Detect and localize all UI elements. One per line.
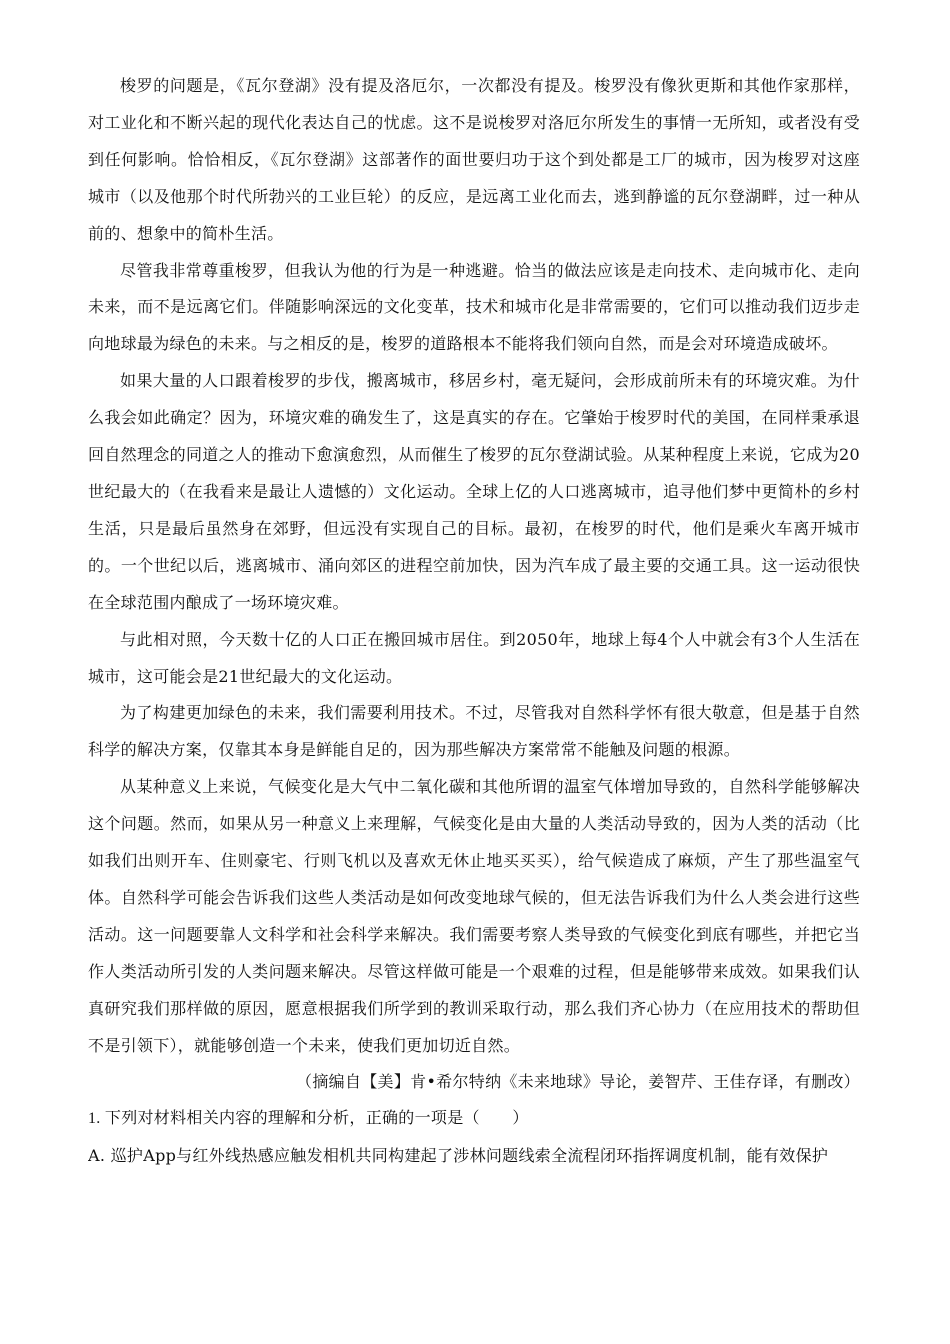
- article-paragraph-3: 如果大量的人口跟着梭罗的步伐，搬离城市，移居乡村，毫无疑问，会形成前所未有的环境灾难。为什么我会如此确定？因为，环境灾难的确发生了，这是真实的存在。它肇始于梭罗时代的美国，在同样秉承退回自然理念的同道之人的推动下愈演愈烈，从而催生了梭罗的瓦尔登湖试验。从某种程度上来说，它成为20世纪最大的（在我看来是最让人遗憾的）文化运动。全球上亿的人口逃离城市，追寻他们梦中更简朴的乡村生活，只是最后虽然身在郊野，但远没有实现自己的目标。最初，在梭罗的时代，他们是乘火车离开城市的。一个世纪以后，逃离城市、涌向郊区的进程空前加快，因为汽车成了最主要的交通工具。这一运动很快在全球范围内酿成了一场环境灾难。: [88, 371, 860, 612]
- article-paragraph-2: 尽管我非常尊重梭罗，但我认为他的行为是一种逃避。恰当的做法应该是走向技术、走向城市化、走向未来，而不是远离它们。伴随影响深远的文化变革，技术和城市化是非常需要的，它们可以推动我们迈步走向地球最为绿色的未来。与之相反的是，梭罗的道路根本不能将我们领向自然，而是会对环境造成破坏。: [88, 260, 860, 354]
- document-page: [88, 68, 860, 1175]
- article-paragraph-5: 为了构建更加绿色的未来，我们需要利用技术。不过，尽管我对自然科学怀有很大敬意，但是基于自然科学的解决方案，仅靠其本身是鲜能自足的，因为那些解决方案常常不能触及问题的根源。: [88, 703, 860, 760]
- article-paragraph-1: 梭罗的问题是，《瓦尔登湖》没有提及洛厄尔，一次都没有提及。梭罗没有像狄更斯和其他作家那样，对工业化和不断兴起的现代化表达自己的忧虑。这不是说梭罗对洛厄尔所发生的事情一无所知，或者没有受到任何影响。恰恰相反，《瓦尔登湖》这部著作的面世要归功于这个到处都是工厂的城市，因为梭罗对这座城市（以及他那个时代所勃兴的工业巨轮）的反应，是远离工业化而去，逃到静谧的瓦尔登湖畔，过一种从前的、想象中的简朴生活。: [88, 76, 860, 243]
- question-stem: 1. 下列对材料相关内容的理解和分析，正确的一项是（ ）: [88, 1110, 529, 1128]
- article-paragraph-4: 与此相对照，今天数十亿的人口正在搬回城市居住。到2050年，地球上每4个人中就会有3个人生活在城市，这可能会是21世纪最大的文化运动。: [88, 629, 860, 686]
- article-paragraph-6: 从某种意义上来说，气候变化是大气中二氧化碳和其他所谓的温室气体增加导致的，自然科学能够解决这个问题。然而，如果从另一种意义上来理解，气候变化是由大量的人类活动导致的，因为人类的活动（比如我们出则开车、住则豪宅、行则飞机以及喜欢无休止地买买买），给气候造成了麻烦，产生了那些温室气体。自然科学可能会告诉我们这些人类活动是如何改变地球气候的，但无法告诉我们为什么人类会进行这些活动。这一问题要靠人文科学和社会科学来解决。我们需要考察人类导致的气候变化到底有哪些，并把它当作人类活动所引发的人类问题来解决。尽管这样做可能是一个艰难的过程，但是能够带来成效。如果我们认真研究我们那样做的原因，愿意根据我们所学到的教训采取行动，那么我们齐心协力（在应用技术的帮助但不是引领下），就能够创造一个未来，使我们更加切近自然。: [88, 777, 860, 1055]
- question-option-a: A. 巡护App与红外线热感应触发相机共同构建起了涉林问题线索全流程闭环指挥调度机制，能有效保护: [88, 1146, 829, 1166]
- article-source-citation: （摘编自【美】肯•希尔特纳《未来地球》导论，姜智芹、王佳存译，有删改）: [296, 1072, 860, 1092]
